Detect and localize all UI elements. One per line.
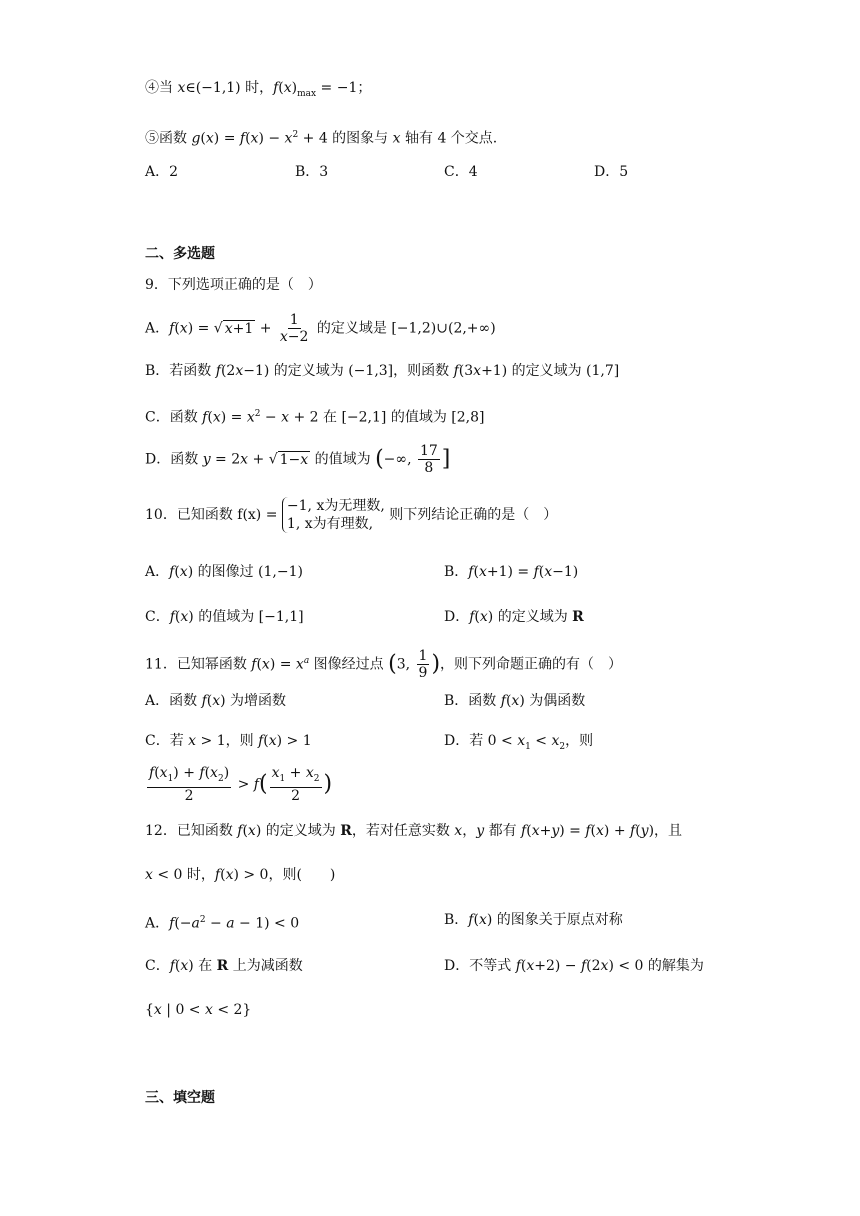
- q8-option-a: A．2: [145, 164, 179, 180]
- statement-5: ⑤函数 $g(x) = f(x) - x^2 + 4$ 的图象与 x 轴有 4 个交点.: [145, 130, 498, 147]
- q8-option-d: D．5: [594, 164, 629, 180]
- q10-option-a: A．f(x) 的图像过 (1,−1): [145, 564, 303, 580]
- q10-case-2: 1, x为有理数,: [286, 516, 374, 532]
- statement-4: ④当 x∈(−1,1) 时，$f(x)_{max} = -1$；: [145, 80, 372, 99]
- q12-option-c: C．f(x) 在 R 上为减函数: [145, 958, 303, 974]
- q12-option-d: D．不等式 f(x+2) − f(2x) < 0 的解集为: [444, 958, 704, 974]
- q10-option-c: C．f(x) 的值域为 [−1,1]: [145, 609, 304, 625]
- q11-option-b: B．函数 f(x) 为偶函数: [444, 693, 586, 709]
- q11-option-a: A．函数 f(x) 为增函数: [145, 693, 287, 709]
- q11-option-d: D．若 $0 < x_1 < x_2$，则: [444, 733, 594, 752]
- q12-stem-line1: 12．已知函数 f(x) 的定义域为 R，若对任意实数 x，y 都有 f(x+y) = f(x) + f(y)，且: [145, 823, 683, 839]
- q11-option-d-continued: $\frac{f(x_1) + f(x_2)}{2}$ > f( $\frac{x_1 + x_2}{2}$ ): [149, 765, 333, 804]
- q9-option-a: A．f(x) = √ x+1 + $\frac{1}{x-2}$ 的定义域是 [−1,2)∪(2,+∞): [145, 312, 496, 345]
- q11-option-c: C．若 x > 1，则 f(x) > 1: [145, 733, 312, 749]
- section-title-fill-in: 三、填空题: [145, 1090, 215, 1106]
- q12-stem-line2: x < 0 时，f(x) > 0，则( ): [145, 867, 336, 883]
- q10-stem-pre: 10．已知函数 f(x) =: [145, 507, 278, 523]
- q12-option-a: A．$f(-a^2 - a - 1) < 0$: [145, 915, 300, 932]
- q9-option-d: D．函数 y = 2x + √ 1−x 的值域为 (−∞, $\frac{17}{8}$ ]: [145, 443, 451, 476]
- q10-case-1: −1, x为无理数,: [286, 498, 385, 514]
- q10-stem: [145, 497, 557, 533]
- q11-stem: 11．已知幂函数 $f(x) = x^a$ 图像经过点 (3, $\frac{1}{9}$ )，则下列命题正确的有（ ）: [145, 648, 623, 681]
- q9-option-b: B．若函数 f(2x−1) 的定义域为 (−1,3]，则函数 f(3x+1) 的定义域为 (1,7]: [145, 363, 620, 379]
- section-title-multi-choice: 二、多选题: [145, 246, 215, 262]
- q10-piecewise: [282, 497, 385, 533]
- q10-option-b: B．f(x+1) = f(x−1): [444, 564, 579, 580]
- q10-stem-post: 则下列结论正确的是（ ）: [389, 507, 558, 523]
- q8-option-c: C．4: [444, 164, 478, 180]
- q9-stem: 9．下列选项正确的是（ ）: [145, 277, 322, 293]
- q8-option-b: B．3: [295, 164, 329, 180]
- q9-option-c: C．函数 $f(x) = x^2 - x + 2$ 在 [−2,1] 的值域为 [2,8]: [145, 409, 485, 426]
- q12-option-b: B．f(x) 的图象关于原点对称: [444, 912, 623, 928]
- q10-option-d: D．f(x) 的定义域为 R: [444, 609, 584, 625]
- q12-option-d-continued: {x | 0 < x < 2}: [145, 1002, 252, 1018]
